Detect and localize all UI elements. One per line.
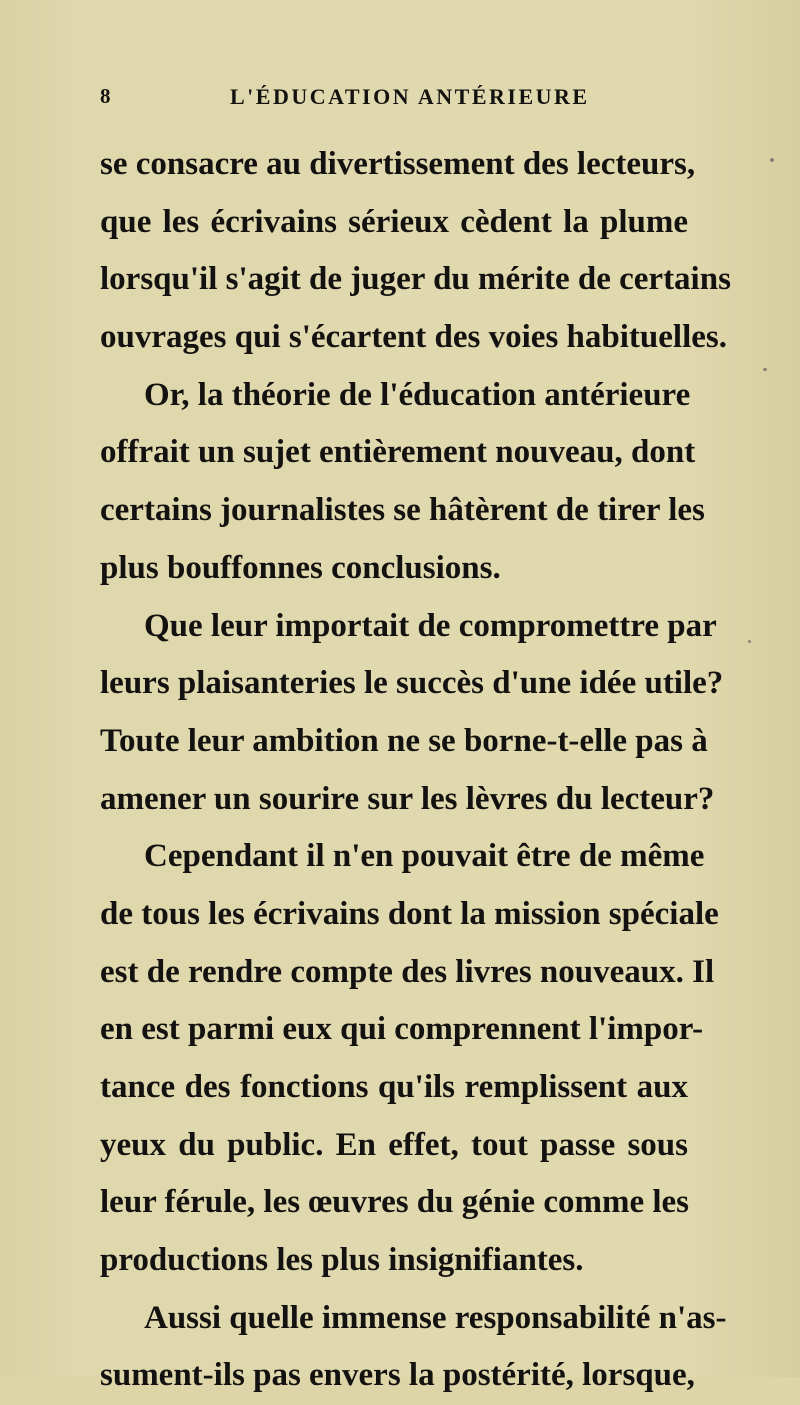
text-line: est de rendre compte des livres nouveaux. Il [100,953,715,990]
text-line: plus bouffonnes conclusions. [100,549,501,586]
text-line: yeux du public. En effet, tout passe sous [100,1126,688,1163]
paper-speck [770,158,774,162]
text-line: amener un sourire sur les lèvres du lecteur? [100,780,715,817]
text-line: ouvrages qui s'écartent des voies habituelles. [100,319,727,356]
running-head [100,84,640,124]
text-line: Or, la théorie de l'éducation antérieure [144,376,691,413]
text-line: Que leur importait de compromettre par [144,607,717,644]
text-line: productions les plus insignifiantes. [100,1242,584,1279]
paper-speck [763,368,767,371]
text-line: leur férule, les œuvres du génie comme les [100,1184,690,1221]
text-line: Toute leur ambition ne se borne-t-elle pas à [100,722,708,759]
text-line: se consacre au divertissement des lecteurs, [100,146,696,182]
text-line: tance des fonctions qu'ils remplissent aux [100,1069,688,1105]
page-number: 8 [100,84,112,108]
text-line: certains journalistes se hâtèrent de tirer les [100,492,705,529]
text-line: sument-ils pas envers la postérité, lorsque, [100,1357,695,1394]
text-line: en est parmi eux qui comprennent l'impor- [100,1011,704,1048]
body-text [100,136,731,1405]
text-line: leurs plaisanteries le succès d'une idée utile? [100,665,724,702]
paper-speck [748,640,751,643]
text-line: Aussi quelle immense responsabilité n'as- [144,1299,727,1336]
running-title: L'ÉDUCATION ANTÉRIEURE [230,84,590,109]
text-line: lorsqu'il s'agit de juger du mérite de certains [100,261,731,298]
text-line: Cependant il n'en pouvait être de même [144,838,705,875]
text-line: de tous les écrivains dont la mission spéciale [100,895,719,932]
text-line: offrait un sujet entièrement nouveau, dont [100,434,696,471]
text-line: que les écrivains sérieux cèdent la plume [100,203,688,240]
